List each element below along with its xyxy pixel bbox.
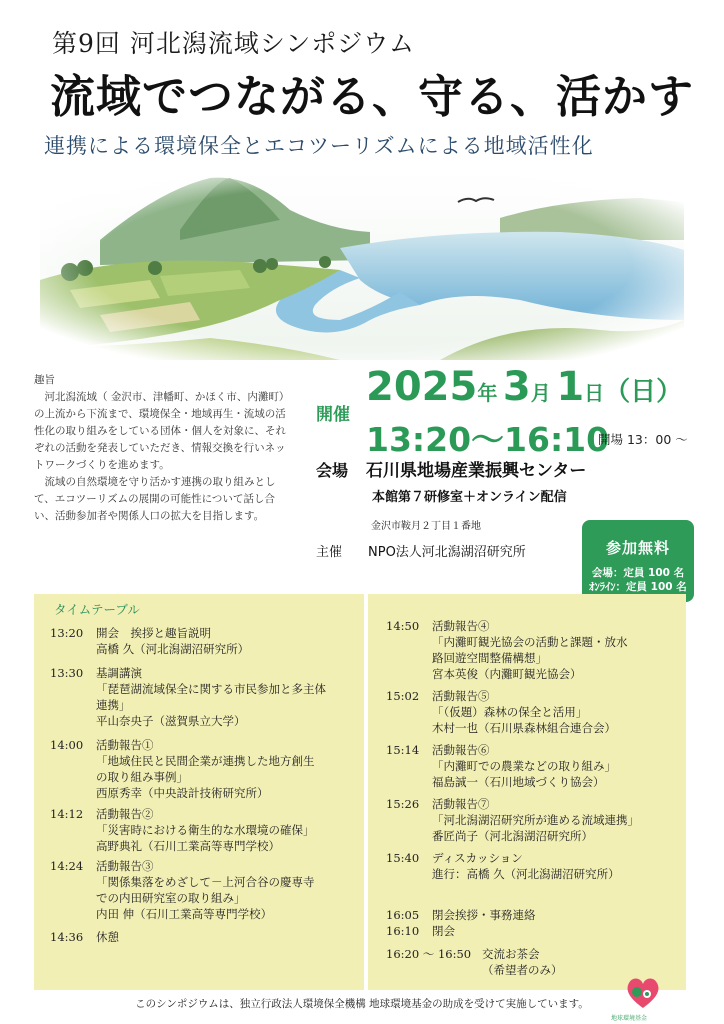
timetable-line: 「内灘町での農業などの取り組み」 — [432, 759, 616, 773]
timetable-content — [432, 618, 700, 682]
timetable-time: 14:00 — [50, 738, 84, 752]
timetable-line: 路回遊空間整備構想」 — [432, 651, 547, 665]
timetable-time: 13:20 — [50, 626, 84, 640]
timetable-line: 活動報告⑥ — [432, 743, 490, 757]
timetable-content — [96, 929, 364, 945]
timetable-line: 活動報告② — [96, 807, 154, 821]
timetable-line: 活動報告④ — [432, 619, 490, 633]
intro-section — [34, 372, 286, 525]
timetable-line: 「災害時における衛生的な水環境の確保」 — [96, 823, 315, 837]
timetable-time: 16:10 — [386, 924, 420, 938]
timetable-line: 活動報告① — [96, 738, 154, 752]
timetable-line: 活動報告⑤ — [432, 689, 490, 703]
timetable-line: 交流お茶会 — [482, 947, 540, 961]
timetable-content — [96, 625, 364, 657]
doors-open: 開場 13：00 〜 — [598, 432, 688, 447]
event-time: 13:20〜16:10 — [366, 420, 610, 459]
timetable-line: 高野典礼（石川工業高等専門学校） — [96, 839, 280, 853]
timetable-content — [432, 796, 700, 844]
landscape-illustration — [40, 170, 684, 360]
timetable-time: 16:05 — [386, 908, 420, 922]
timetable-time: 14:36 — [50, 930, 84, 944]
date-month-unit: 月 — [530, 381, 551, 405]
timetable-content — [96, 737, 364, 801]
capacity-info — [582, 566, 694, 594]
intro-paragraph-1: 河北潟流域（ 金沢市、津幡町、かほく市、内灘町）の上流から下流まで、環境保全・地域再生・流域の活性化の取り組みをしている団体・個人を対象に、それぞれの活動を発表していただき、情報交換を行いネットワークづくりを進めます。 — [34, 391, 286, 471]
timetable-time: 15:40 — [386, 851, 420, 865]
timetable-line: 木村一也（石川県森林組合連合会） — [432, 721, 616, 735]
timetable-line: 福島誠一（石川地域づくり協会） — [432, 775, 605, 789]
timetable-line: 「関係集落をめざして－上河合谷の慶専寺 — [96, 875, 315, 889]
timetable-time: 16:20 〜 16:50 — [386, 947, 472, 961]
free-admission-badge — [582, 520, 694, 602]
venue-label: 会場 — [316, 461, 349, 480]
timetable-line: 高橋 久（河北潟湖沼研究所） — [96, 642, 250, 656]
timetable-line: の取り組み事例」 — [96, 770, 188, 784]
timetable-line: 平山奈央子（滋賀県立大学） — [96, 714, 246, 728]
timetable-line: 開会 挨拶と趣旨説明 — [96, 626, 211, 640]
timetable-heading: タイムテーブル — [54, 602, 140, 617]
host-name: NPO法人河北潟湖沼研究所 — [368, 545, 526, 560]
timetable-line: 「内灘町観光協会の活動と課題・放水 — [432, 635, 628, 649]
date-day-unit: 日 — [584, 381, 605, 405]
timetable-line: 連携」 — [96, 698, 131, 712]
timetable-line: 宮本英俊（内灘町観光協会） — [432, 667, 582, 681]
page-title: 流域でつながる、守る、活かす — [50, 70, 695, 123]
subtitle: 連携による環境保全とエコツーリズムによる地域活性化 — [44, 134, 594, 158]
timetable-time: 15:26 — [386, 797, 420, 811]
timetable-time: 15:02 — [386, 689, 420, 703]
timetable-line: 活動報告⑦ — [432, 797, 490, 811]
pre-title: 第9回 河北潟流域シンポジウム — [52, 29, 415, 58]
logo-caption: 地球環境基金 — [611, 1015, 648, 1022]
intro-heading: 趣旨 — [34, 374, 55, 386]
timetable-time: 14:24 — [50, 859, 84, 873]
timetable-content — [432, 742, 700, 790]
timetable-content — [432, 923, 700, 939]
venue-name: 石川県地場産業振興センター — [366, 461, 587, 481]
timetable-line: 内田 伸（石川工業高等専門学校） — [96, 907, 273, 921]
host-label: 主催 — [316, 545, 343, 560]
event-date — [366, 364, 682, 410]
timetable-line: 進行：高橋 久（河北潟湖沼研究所） — [432, 867, 620, 881]
timetable-line: 「（仮題）森林の保全と活用」 — [432, 705, 588, 719]
timetable-time: 15:14 — [386, 743, 420, 757]
intro-paragraph-2: 流域の自然環境を守り活かす連携の取り組みとして、エコツーリズムの展開の可能性について話し合い、活動参加者や関係人口の拡大を目指します。 — [34, 476, 276, 522]
timetable-content — [96, 858, 364, 922]
free-title: 参加無料 — [605, 539, 670, 557]
footer-note: このシンポジウムは、独立行政法人環境保全機構 地球環境基金の助成を受けて実施しています。 — [135, 998, 589, 1010]
timetable-line: 活動報告③ — [96, 859, 154, 873]
timetable-time: 13:30 — [50, 666, 84, 680]
date-label: 開催 — [316, 405, 350, 425]
timetable-line: 「琵琶湖流域保全に関する市民参加と多主体 — [96, 682, 326, 696]
date-day: 1 — [556, 364, 585, 410]
timetable-line: 「地域住民と民間企業が連携した地方創生 — [96, 754, 315, 768]
earth-fund-logo-icon — [623, 972, 663, 1012]
timetable-time: 14:12 — [50, 807, 84, 821]
timetable-time: 14:50 — [386, 619, 420, 633]
timetable-line: 休憩 — [96, 930, 119, 944]
timetable-content — [432, 688, 700, 736]
timetable-content — [482, 946, 724, 978]
timetable-line: 番匠尚子（河北潟湖沼研究所） — [432, 829, 593, 843]
capacity-venue: 会場：定員 100 名 — [591, 567, 685, 579]
timetable-content — [432, 907, 700, 923]
timetable-line: 西原秀幸（中央設計技術研究所） — [96, 786, 269, 800]
timetable-line: 閉会 — [432, 924, 455, 938]
date-year-unit: 年 — [477, 381, 498, 405]
timetable-line: ディスカッション — [432, 851, 523, 865]
timetable-line: 「河北潟湖沼研究所が進める流域連携」 — [432, 813, 639, 827]
timetable-line: 基調講演 — [96, 666, 142, 680]
timetable-content — [96, 806, 364, 854]
venue-room: 本館第７研修室＋オンライン配信 — [372, 490, 567, 505]
timetable-line: 閉会挨拶・事務連絡 — [432, 908, 536, 922]
timetable-content — [432, 850, 700, 882]
date-year: 2025 — [366, 364, 478, 410]
timetable-content — [96, 665, 364, 729]
venue-address: 金沢市鞍月２丁目１番地 — [371, 521, 481, 532]
timetable-line: での内田研究室の取り組み」 — [96, 891, 246, 905]
date-weekday: （日） — [604, 377, 683, 407]
timetable-line: （希望者のみ） — [482, 963, 563, 977]
date-month: 3 — [502, 364, 531, 410]
capacity-online: ｵﾝﾗｲﾝ：定員 100 名 — [589, 581, 687, 593]
